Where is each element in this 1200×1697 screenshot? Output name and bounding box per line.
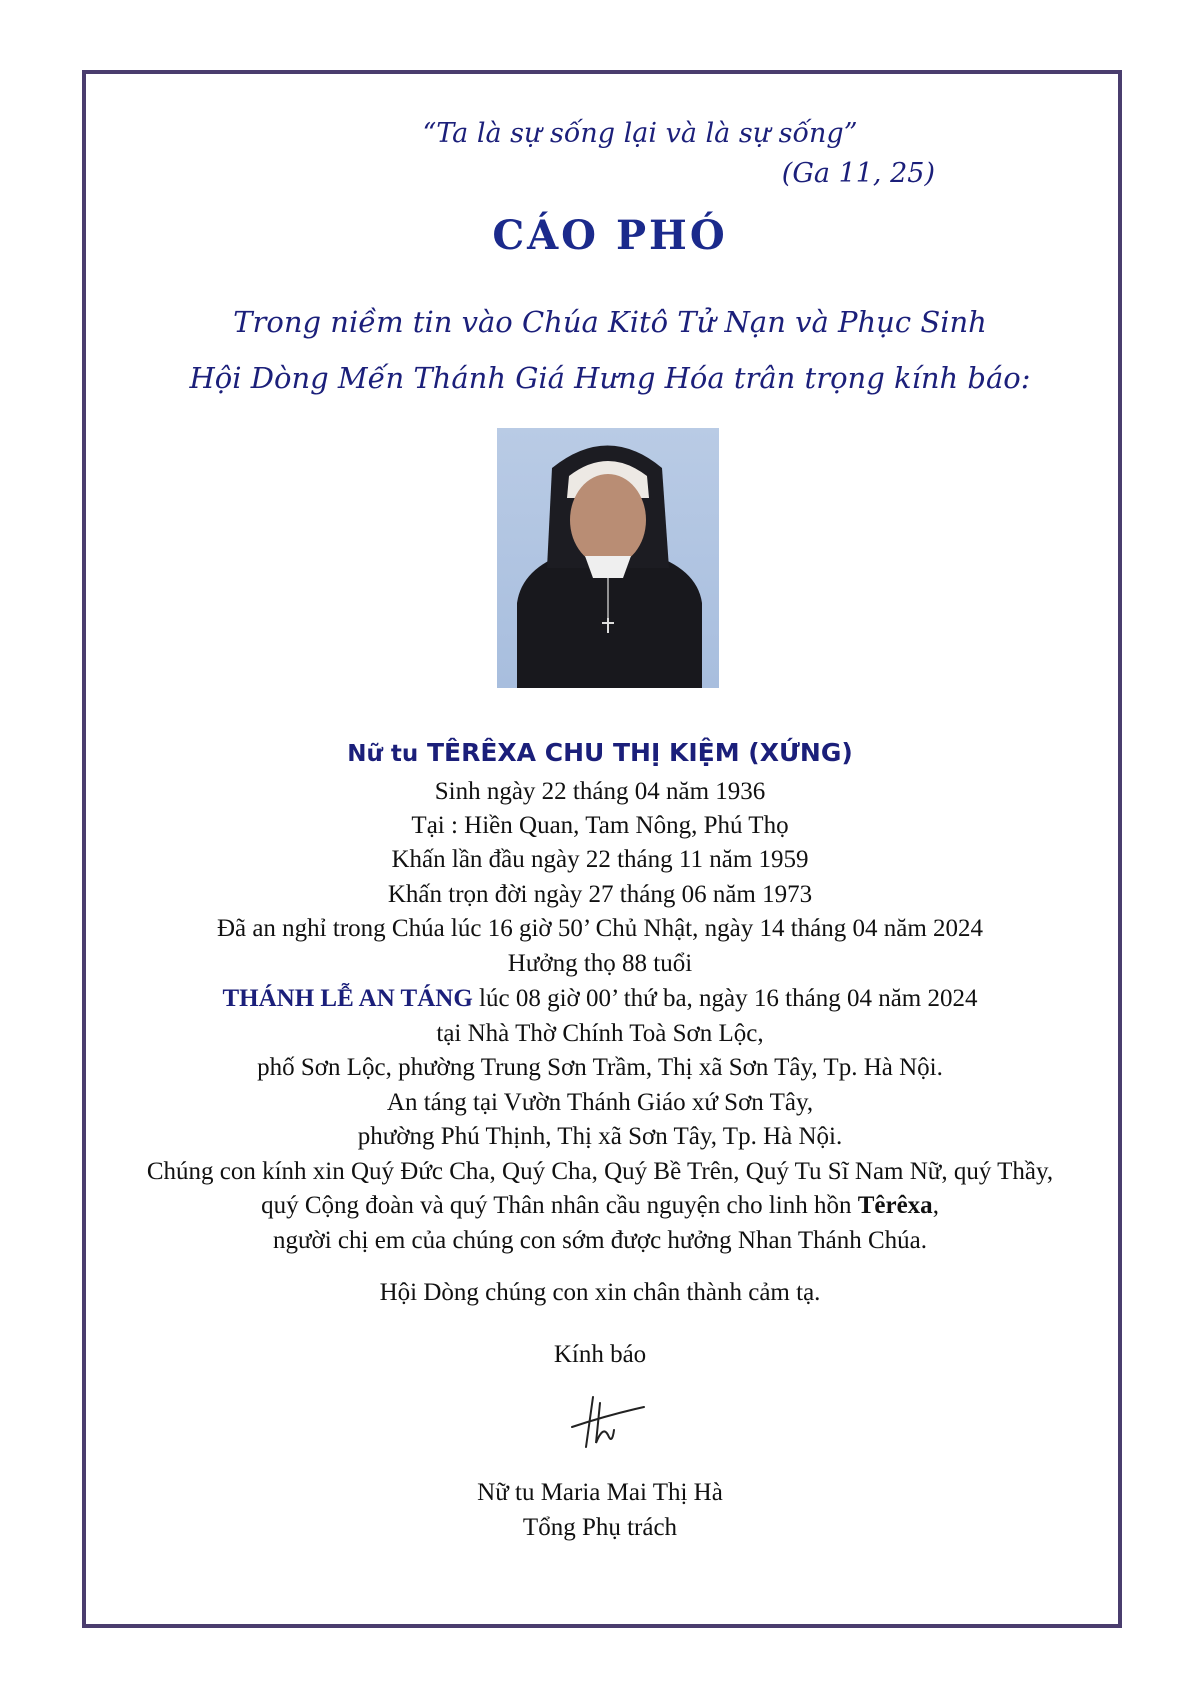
- page-title: CÁO PHÓ: [492, 212, 728, 259]
- signer-name: Nữ tu Maria Mai Thị Hà: [477, 1479, 723, 1506]
- request-2-end: ,: [932, 1192, 939, 1219]
- nun-portrait-icon: [497, 428, 719, 688]
- signature-icon: [568, 1395, 648, 1451]
- death-info: Đã an nghỉ trong Chúa lúc 16 giờ 50’ Chủ Nhật, ngày 14 tháng 04 năm 2024: [216, 915, 984, 942]
- intro-line-2: Hội Dòng Mến Thánh Giá Hưng Hóa trân trọng kính báo:: [189, 361, 1031, 395]
- funeral-mass-label: THÁNH LỄ AN TÁNG: [222, 985, 473, 1012]
- deceased-prefix: Nữ tu: [347, 741, 419, 767]
- final-vows: Khấn trọn đời ngày 27 tháng 06 năm 1973: [387, 881, 813, 908]
- burial-1: An táng tại Vườn Thánh Giáo xứ Sơn Tây,: [386, 1089, 814, 1116]
- closing-regards: Kính báo: [553, 1341, 647, 1368]
- deceased-name: TÊRÊXA CHU THỊ KIỆM (XỨNG): [426, 738, 853, 767]
- request-3: người chị em của chúng con sớm được hưởng Nhan Thánh Chúa.: [272, 1227, 928, 1254]
- scripture-reference: (Ga 11, 25): [781, 158, 935, 189]
- request-2: [0, 1189, 1200, 1223]
- request-2-text: quý Cộng đoàn và quý Thân nhân cầu nguyện cho linh hồn: [261, 1192, 858, 1219]
- scripture-quote: “Ta là sự sống lại và là sự sống”: [422, 118, 858, 149]
- first-vows: Khấn lần đầu ngày 22 tháng 11 năm 1959: [391, 846, 809, 873]
- funeral-mass-time: lúc 08 giờ 00’ thứ ba, ngày 16 tháng 04 năm 2024: [472, 985, 978, 1012]
- burial-2: phường Phú Thịnh, Thị xã Sơn Tây, Tp. Hà Nội.: [357, 1123, 843, 1150]
- request-1: Chúng con kính xin Quý Đức Cha, Quý Cha, Quý Bề Trên, Quý Tu Sĩ Nam Nữ, quý Thầy,: [146, 1158, 1054, 1185]
- funeral-mass: [0, 982, 1200, 1016]
- age: Hưởng thọ 88 tuổi: [507, 950, 693, 977]
- mass-place-1: tại Nhà Thờ Chính Toà Sơn Lộc,: [436, 1020, 764, 1047]
- signer-title: Tổng Phụ trách: [522, 1514, 678, 1541]
- request-2-name: Têrêxa: [857, 1192, 933, 1219]
- birth-date: Sinh ngày 22 tháng 04 năm 1936: [434, 778, 766, 805]
- intro-line-1: Trong niềm tin vào Chúa Kitô Tử Nạn và Phục Sinh: [233, 305, 987, 339]
- deceased-name-line: [0, 738, 1200, 767]
- mass-place-2: phố Sơn Lộc, phường Trung Sơn Trầm, Thị xã Sơn Tây, Tp. Hà Nội.: [257, 1054, 943, 1081]
- birth-place: Tại : Hiền Quan, Tam Nông, Phú Thọ: [411, 812, 789, 839]
- thanks: Hội Dòng chúng con xin chân thành cảm tạ.: [379, 1279, 821, 1306]
- portrait-photo: [497, 428, 719, 688]
